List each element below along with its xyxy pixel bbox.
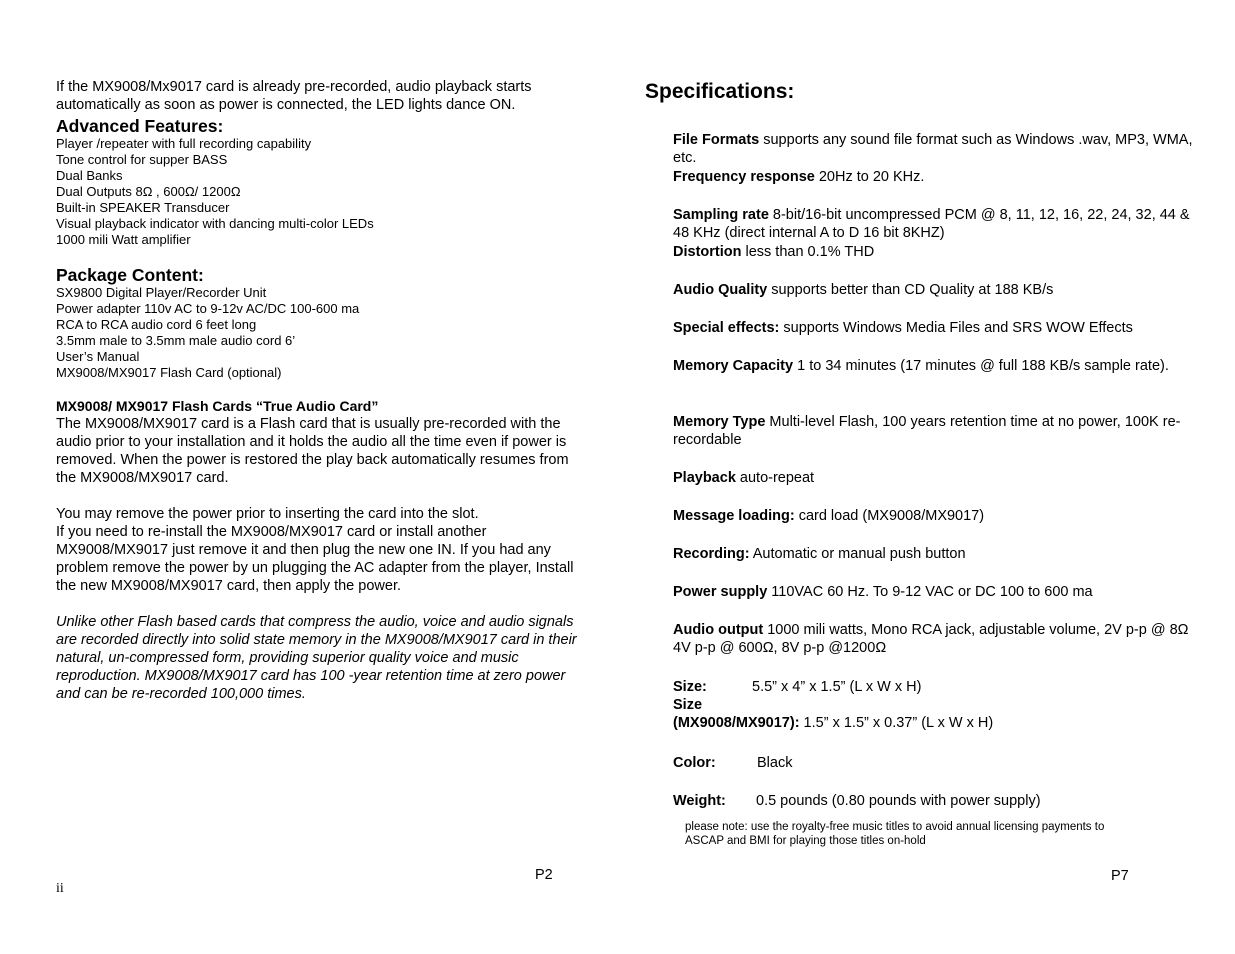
advanced-features-list bbox=[56, 136, 374, 248]
package-content-heading: Package Content: bbox=[56, 265, 204, 285]
spec-value: 110VAC 60 Hz. To 9-12 VAC or DC 100 to 600 ma bbox=[767, 584, 1093, 600]
spec-value: 8-bit/16-bit uncompressed PCM @ 8, 11, 12, 16, 22, 24, 32, 44 & 48 KHz (direct internal A to D 16 bit 8KHZ) bbox=[673, 207, 1190, 241]
list-item: 3.5mm male to 3.5mm male audio cord 6’ bbox=[56, 333, 296, 348]
spec-value: 20Hz to 20 KHz. bbox=[814, 169, 925, 185]
list-item: Tone control for supper BASS bbox=[56, 152, 228, 167]
list-item: Visual playback indicator with dancing multi-color LEDs bbox=[56, 216, 374, 231]
spec-playback bbox=[673, 469, 1193, 487]
flash-cards-paragraph: The MX9008/MX9017 card is a Flash card that is usually pre-recorded with the audio prior to your installation and it holds the audio all the time even if power is removed. When the power is restored the play back automatically resumes from the MX9008/MX9017 card. bbox=[56, 416, 569, 486]
spec-label: Color: bbox=[673, 755, 716, 771]
spec-label: Sampling rate bbox=[673, 207, 769, 223]
spec-label: Audio Quality bbox=[673, 282, 768, 298]
spec-value: supports Windows Media Files and SRS WOW Effects bbox=[779, 320, 1133, 336]
spec-label: Size bbox=[673, 697, 703, 713]
spec-audio-quality bbox=[673, 281, 1193, 299]
spec-label: Memory Capacity bbox=[673, 358, 794, 374]
spec-color bbox=[673, 754, 1193, 772]
list-item: MX9008/MX9017 Flash Card (optional) bbox=[56, 365, 282, 380]
spec-label: Audio output bbox=[673, 622, 764, 638]
list-item: Power adapter 110v AC to 9-12v AC/DC 100-600 ma bbox=[56, 301, 360, 316]
list-item: Dual Banks bbox=[56, 168, 123, 183]
list-item: Player /repeater with full recording capability bbox=[56, 136, 312, 151]
advanced-features-section bbox=[56, 116, 374, 248]
spec-value: auto-repeat bbox=[735, 470, 815, 486]
spec-frequency-response bbox=[673, 168, 1193, 186]
spec-weight bbox=[673, 792, 1193, 810]
list-item: SX9800 Digital Player/Recorder Unit bbox=[56, 285, 267, 300]
spec-label: Special effects: bbox=[673, 320, 780, 336]
flash-cards-heading: MX9008/ MX9017 Flash Cards “True Audio Card” bbox=[56, 398, 379, 414]
spec-value: less than 0.1% THD bbox=[741, 244, 875, 260]
spec-label: (MX9008/MX9017): bbox=[673, 715, 800, 731]
list-item: RCA to RCA audio cord 6 feet long bbox=[56, 317, 257, 332]
spec-value: Black bbox=[757, 755, 793, 771]
spec-value: supports better than CD Quality at 188 KB/s bbox=[767, 282, 1054, 298]
spec-label: Memory Type bbox=[673, 414, 766, 430]
spec-card-size bbox=[673, 696, 1193, 732]
spec-recording bbox=[673, 545, 1193, 563]
list-item: Built-in SPEAKER Transducer bbox=[56, 200, 230, 215]
reinstall-paragraph: If you need to re-install the MX9008/MX9017 card or install another MX9008/MX9017 just remove it and then plug the new one IN. If you had any problem remove the power by un plugging the AC adapter from the player, Install the new MX9008/MX9017 card, then apply the power. bbox=[56, 524, 574, 594]
spec-label: Recording: bbox=[673, 546, 750, 562]
spec-message-loading bbox=[673, 507, 1193, 525]
list-item: User’s Manual bbox=[56, 349, 140, 364]
spec-value: 0.5 pounds (0.80 pounds with power supply) bbox=[756, 793, 1041, 809]
right-page bbox=[645, 0, 1205, 954]
spec-label: Playback bbox=[673, 470, 736, 486]
flash-cards-section bbox=[56, 397, 591, 703]
spec-label: Power supply bbox=[673, 584, 768, 600]
list-item: 1000 mili Watt amplifier bbox=[56, 232, 191, 247]
licensing-note: please note: use the royalty-free music titles to avoid annual licensing payments to ASCAP and BMI for playing those titles on-hold bbox=[685, 821, 1105, 847]
spec-sampling-rate bbox=[673, 206, 1193, 242]
list-item: Dual Outputs 8Ω , 600Ω/ 1200Ω bbox=[56, 184, 241, 199]
spec-label: File Formats bbox=[673, 132, 760, 148]
spec-value: card load (MX9008/MX9017) bbox=[794, 508, 985, 524]
retention-paragraph: Unlike other Flash based cards that compress the audio, voice and audio signals are recorded directly into solid state memory in the MX9008/MX9017 card in their natural, un-compressed form, providing superior quality voice and music reproduction. MX9008/MX9017 card has 100 -year retention time at zero power and can be re-recorded 100,000 times. bbox=[56, 614, 577, 702]
spec-audio-output bbox=[673, 621, 1193, 657]
spec-value: 1000 mili watts, Mono RCA jack, adjustable volume, 2V p-p @ 8Ω 4V p-p @ 600Ω, 8V p-p @1200Ω bbox=[673, 622, 1189, 656]
package-content-list bbox=[56, 285, 359, 381]
advanced-features-heading: Advanced Features: bbox=[56, 116, 224, 136]
spec-power-supply bbox=[673, 583, 1193, 601]
spec-memory-type bbox=[673, 413, 1193, 449]
spec-value: 1.5” x 1.5” x 0.37” (L x W x H) bbox=[799, 715, 994, 731]
left-page bbox=[56, 0, 596, 954]
spec-value: supports any sound file format such as Windows .wav, MP3, WMA, etc. bbox=[673, 132, 1193, 166]
remove-power-line: You may remove the power prior to inserting the card into the slot. bbox=[56, 506, 479, 522]
spec-file-formats bbox=[673, 131, 1193, 167]
spec-label: Frequency response bbox=[673, 169, 815, 185]
spec-distortion bbox=[673, 243, 1193, 261]
spec-value: Multi-level Flash, 100 years retention time at no power, 100K re-recordable bbox=[673, 414, 1181, 448]
spec-special-effects bbox=[673, 319, 1193, 337]
spec-label: Weight: bbox=[673, 793, 726, 809]
package-content-section bbox=[56, 265, 359, 381]
spec-value: Automatic or manual push button bbox=[749, 546, 966, 562]
spec-label: Message loading: bbox=[673, 508, 795, 524]
page-number: P7 bbox=[1111, 868, 1129, 884]
spec-memory-capacity bbox=[673, 357, 1193, 375]
page-number: P2 bbox=[535, 867, 553, 883]
spec-value: 5.5” x 4” x 1.5” (L x W x H) bbox=[752, 679, 922, 695]
roman-page-number: ii bbox=[56, 881, 64, 896]
spec-label: Distortion bbox=[673, 244, 742, 260]
intro-paragraph: If the MX9008/Mx9017 card is already pre-recorded, audio playback starts automatically as soon as power is connected, the LED lights dance ON. bbox=[56, 79, 532, 113]
specifications-title: Specifications: bbox=[645, 80, 795, 103]
spec-size bbox=[673, 678, 1193, 696]
spec-label: Size: bbox=[673, 679, 707, 695]
spec-value: 1 to 34 minutes (17 minutes @ full 188 KB/s sample rate). bbox=[793, 358, 1169, 374]
